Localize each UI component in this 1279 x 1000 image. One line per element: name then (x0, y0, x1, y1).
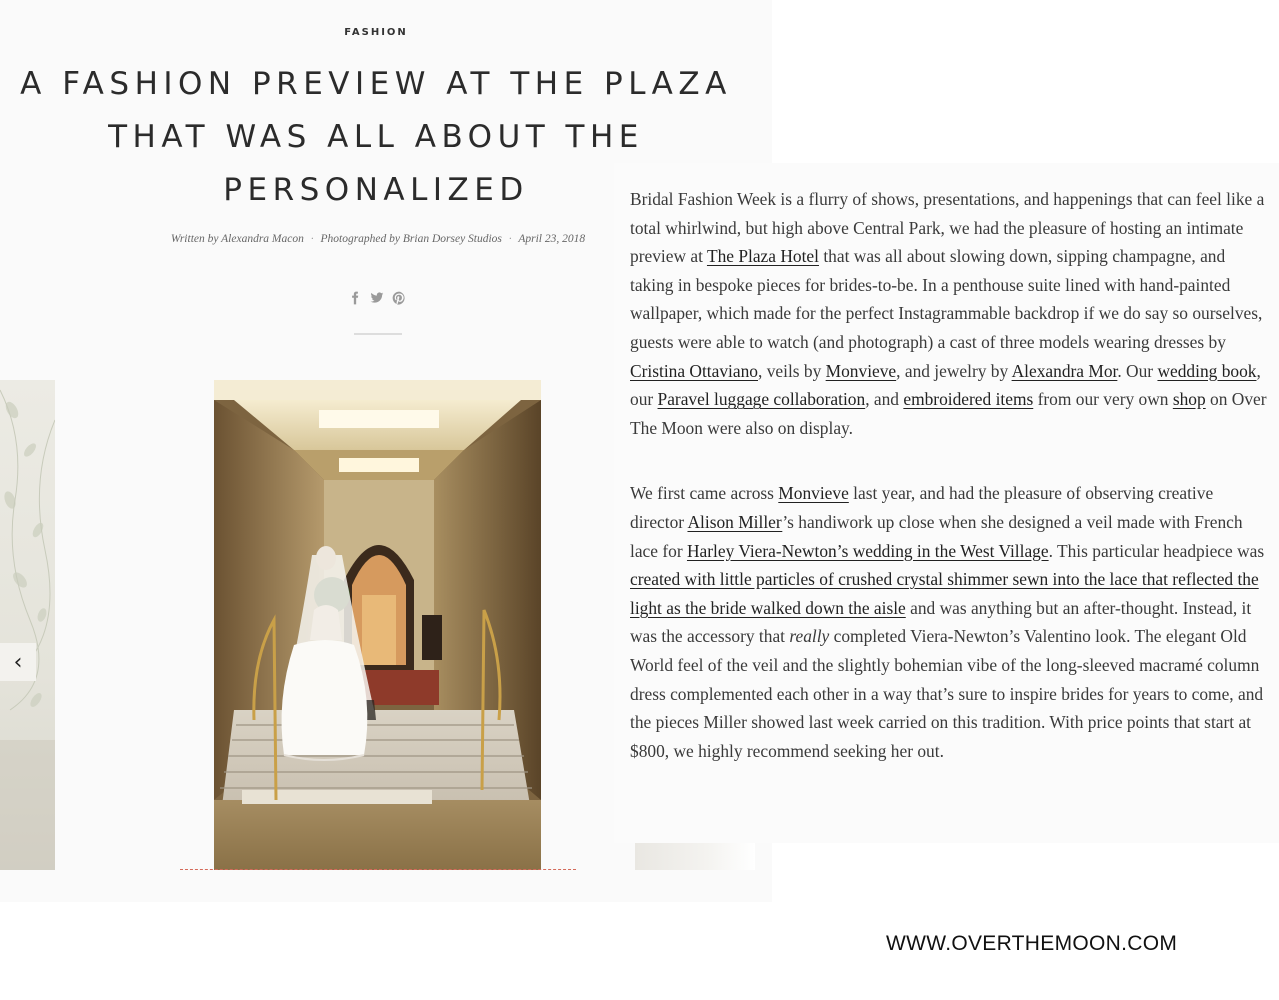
article-link[interactable]: Harley Viera-Newton’s wedding in the West Village (686, 540, 1049, 561)
article-body-panel (614, 163, 1279, 843)
share-divider (354, 333, 402, 335)
paragraph-text: , and (865, 389, 904, 410)
byline-date: April 23, 2018 (518, 233, 586, 245)
paragraph-text: on Over The Moon were also on display. (630, 389, 1267, 438)
article-title: A FASHION PREVIEW AT THE PLAZA THAT WAS ALL ABOUT THE PERSONALIZED (20, 66, 732, 208)
article-link[interactable]: wedding book (1157, 360, 1257, 381)
facebook-icon[interactable] (348, 291, 362, 310)
article-link[interactable]: Alison Miller (687, 511, 783, 532)
article-link[interactable]: Cristina Ottaviano (630, 360, 758, 381)
carousel-prev-button[interactable]: ‹ (0, 643, 36, 681)
paragraph-text: . This particular headpiece was (1048, 540, 1265, 561)
paragraph-text: completed Viera-Newton’s Valentino look. The elegant Old World feel of the veil and the slightly bohemian vibe of the long-sleeved macramé column dress complemented each other in a way that’s sure to inspire brides for years to come, and the pieces Miller showed last week carried on this tradition. With price points that start at $800, we highly recommend seeking her out. (630, 626, 1264, 761)
site-url: WWW.OVERTHEMOON.COM (886, 932, 1178, 955)
carousel-divider (180, 869, 576, 870)
article-link[interactable]: embroidered items (903, 389, 1034, 410)
article-body (630, 185, 1270, 802)
paragraph-text: and was anything but an after-thought. Instead, it was the accessory that (630, 597, 1252, 647)
emphasis-text: really (789, 626, 830, 647)
paragraph-text: ’s handiwork up close when she designed a veil made with French lace for (630, 511, 1243, 561)
article-link[interactable]: Monvieve (778, 483, 849, 504)
next-slide-thumbnail[interactable] (635, 843, 755, 870)
article-link[interactable]: Paravel luggage collaboration (657, 389, 866, 410)
byline-separator: · (310, 233, 314, 245)
article-paragraph (630, 185, 1270, 442)
article-link[interactable]: Monvieve (825, 360, 897, 381)
article-photo[interactable] (214, 380, 541, 870)
paragraph-text: last year, and had the pleasure of observing creative director (630, 483, 1214, 532)
paragraph-text: . Our (1117, 360, 1158, 381)
article-link[interactable]: created with little particles of crushed crystal shimmer sewn into the lace that reflected the light as the bride walked down the aisle (630, 569, 1259, 618)
paragraph-text: Bridal Fashion Week is a flurry of shows, presentations, and happenings that can feel like a total whirlwind, but high above Central Park, we had the pleasure of hosting an intimate preview at (630, 189, 1265, 267)
byline-author: Written by Alexandra Macon (170, 233, 304, 245)
paragraph-text: from our very own (1033, 389, 1173, 410)
twitter-icon[interactable] (370, 291, 384, 310)
article-category[interactable]: FASHION (344, 27, 408, 38)
article-link[interactable]: The Plaza Hotel (706, 246, 819, 267)
article-link[interactable]: shop (1172, 389, 1206, 410)
paragraph-text: , veils by (758, 360, 826, 381)
byline-separator: · (508, 233, 512, 245)
previous-slide-thumbnail[interactable] (0, 380, 55, 870)
paragraph-text: We first came across (630, 483, 779, 504)
paragraph-text: , our (630, 360, 1261, 410)
paragraph-text: that was all about slowing down, sipping champagne, and taking in bespoke pieces for brides-to-be. In a penthouse suite lined with hand-painted wallpaper, which made for the perfect Instagrammable backdrop if we do say so ourselves, guests were able to watch (and photograph) a cast of three models wearing dresses by (630, 246, 1263, 352)
pinterest-icon[interactable] (392, 291, 406, 310)
article-paragraph (630, 479, 1270, 765)
byline-photographer: Photographed by Brian Dorsey Studios (320, 233, 502, 245)
share-icons (346, 291, 408, 309)
bride-staircase-photo (214, 380, 541, 870)
paragraph-text: , and jewelry by (896, 360, 1012, 381)
article-link[interactable]: Alexandra Mor (1011, 360, 1118, 381)
